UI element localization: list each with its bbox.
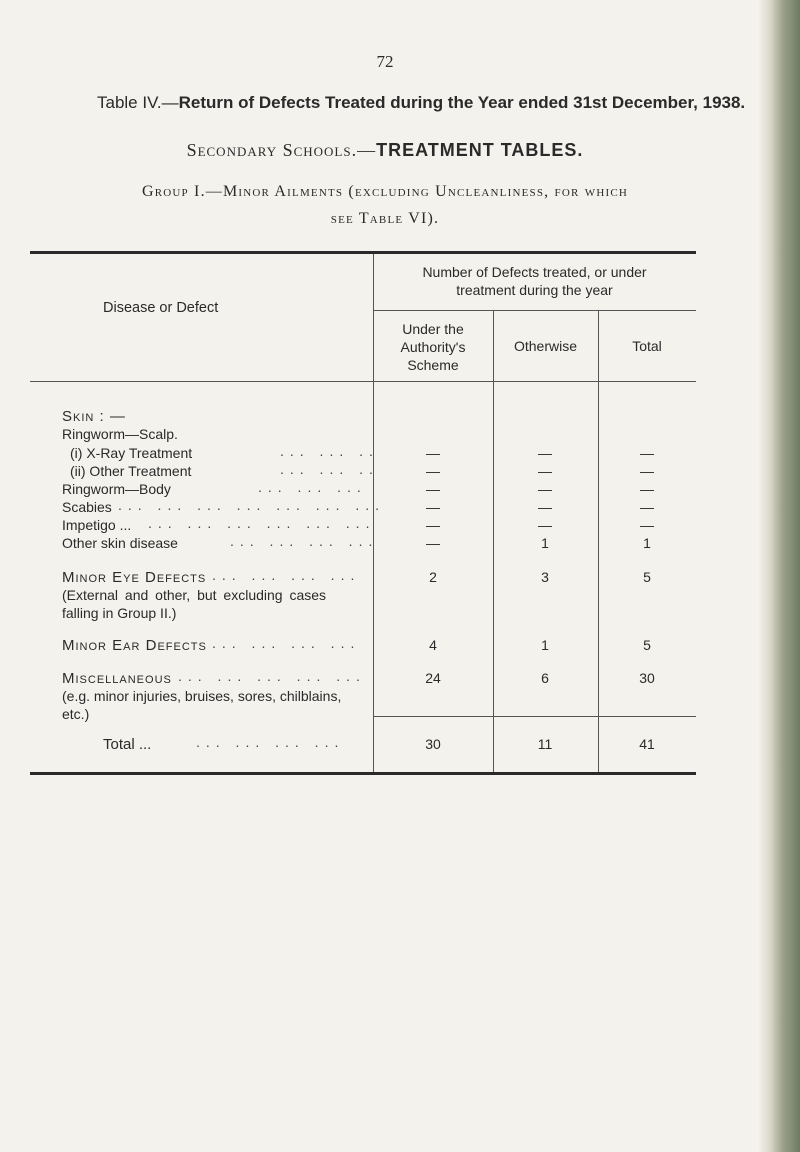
- row-otherwise-value: —: [538, 463, 552, 479]
- row-authority-value: —: [426, 463, 440, 479]
- title-prefix: Table IV.—: [97, 93, 179, 112]
- column-divider-2: [493, 310, 494, 772]
- row-total-value: —: [640, 481, 654, 497]
- row-total-value: —: [640, 499, 654, 515]
- row-leader-dots: ... ... ..: [280, 443, 379, 459]
- row-label: (i) X-Ray Treatment: [70, 445, 193, 461]
- row-label: Scabies: [62, 499, 112, 515]
- eye-heading: Minor Eye Defects: [62, 569, 207, 586]
- header-authority-line1: Under the: [402, 321, 464, 337]
- title-bold: Return of Defects Treated during the Year ended 31st December, 1938.: [178, 93, 746, 112]
- ear-authority-value: 4: [429, 637, 437, 653]
- header-number-line2: treatment during the year: [456, 282, 613, 298]
- row-label: (ii) Other Treatment: [70, 463, 192, 479]
- total-label: Total ...: [103, 736, 152, 753]
- ringworm-scalp-label: Ringworm—Scalp.: [62, 426, 178, 442]
- misc-otherwise-value: 6: [541, 670, 549, 686]
- page-number: 72: [376, 52, 394, 71]
- row-leader-dots: ... ... ...: [258, 479, 367, 495]
- eye-note-line1: (External and other, but excluding cases: [62, 587, 327, 603]
- misc-authority-value: 24: [425, 670, 441, 686]
- row-total-value: —: [640, 463, 654, 479]
- subtitle-prefix: Secondary Schools.—: [186, 140, 377, 160]
- ear-leader-dots: ... ... ... ...: [212, 635, 361, 651]
- ear-heading: Minor Ear Defects: [62, 637, 207, 654]
- eye-note-line2: falling in Group II.): [62, 605, 177, 621]
- row-total-value: 1: [643, 535, 651, 551]
- header-authority-line2: Authority's: [400, 339, 466, 355]
- misc-heading: Miscellaneous: [62, 670, 172, 687]
- row-otherwise-value: —: [538, 499, 552, 515]
- row-authority-value: —: [426, 535, 440, 551]
- row-otherwise-value: —: [538, 481, 552, 497]
- total-otherwise-value: 11: [537, 736, 553, 752]
- header-authority-line3: Scheme: [407, 357, 459, 373]
- subtitle-bold: TREATMENT TABLES.: [376, 140, 584, 160]
- header-authority-scheme: [373, 320, 493, 374]
- page-edge-shadow: [758, 0, 800, 1152]
- table-top-rule: [30, 251, 696, 254]
- misc-note-line1: (e.g. minor injuries, bruises, sores, chilblains,: [62, 688, 342, 704]
- total-total-value: 41: [639, 736, 655, 752]
- group-heading-line2: see Table VI).: [330, 210, 440, 227]
- row-leader-dots: ... ... ... ...: [230, 533, 379, 549]
- row-total-value: —: [640, 517, 654, 533]
- total-top-rule: [373, 716, 696, 717]
- row-otherwise-value: 1: [541, 535, 549, 551]
- row-label: Impetigo ...: [62, 517, 132, 533]
- group-heading: [0, 178, 770, 232]
- row-label: Ringworm—Body: [62, 481, 171, 497]
- row-authority-value: —: [426, 499, 440, 515]
- row-leader-dots: ... ... ... ... ... ...: [148, 515, 376, 531]
- eye-authority-value: 2: [429, 569, 437, 585]
- ear-total-value: 5: [643, 637, 651, 653]
- header-total: Total: [632, 338, 662, 354]
- row-otherwise-value: —: [538, 445, 552, 461]
- column-divider-3: [598, 310, 599, 772]
- total-authority-value: 30: [425, 736, 441, 752]
- header-number-line1: Number of Defects treated, or under: [422, 264, 647, 280]
- row-authority-value: —: [426, 517, 440, 533]
- subtitle: [0, 140, 770, 161]
- row-otherwise-value: —: [538, 517, 552, 533]
- header-disease: Disease or Defect: [103, 300, 219, 316]
- eye-leader-dots: ... ... ... ...: [212, 567, 361, 583]
- header-otherwise: Otherwise: [513, 338, 578, 354]
- misc-total-value: 30: [639, 670, 655, 686]
- row-label: Other skin disease: [62, 535, 178, 551]
- misc-note-line2: etc.): [62, 706, 90, 722]
- ear-otherwise-value: 1: [541, 637, 549, 653]
- row-authority-value: —: [426, 481, 440, 497]
- skin-heading: Skin : —: [62, 408, 126, 425]
- row-leader-dots: ... ... ..: [280, 461, 379, 477]
- header-sub-rule: [373, 310, 696, 311]
- misc-leader-dots: ... ... ... ... ...: [178, 668, 366, 684]
- table-title: [97, 93, 745, 113]
- eye-total-value: 5: [643, 569, 651, 585]
- table-bottom-rule: [30, 772, 696, 775]
- total-leader-dots: ... ... ... ...: [196, 734, 345, 750]
- header-bottom-rule: [30, 381, 696, 382]
- eye-otherwise-value: 3: [541, 569, 549, 585]
- row-authority-value: —: [426, 445, 440, 461]
- row-total-value: —: [640, 445, 654, 461]
- row-leader-dots: ... ... ... ... ... ... ...: [118, 497, 386, 513]
- group-heading-line1: Group I.—Minor Ailments (excluding Uncleanliness, for which: [141, 183, 629, 200]
